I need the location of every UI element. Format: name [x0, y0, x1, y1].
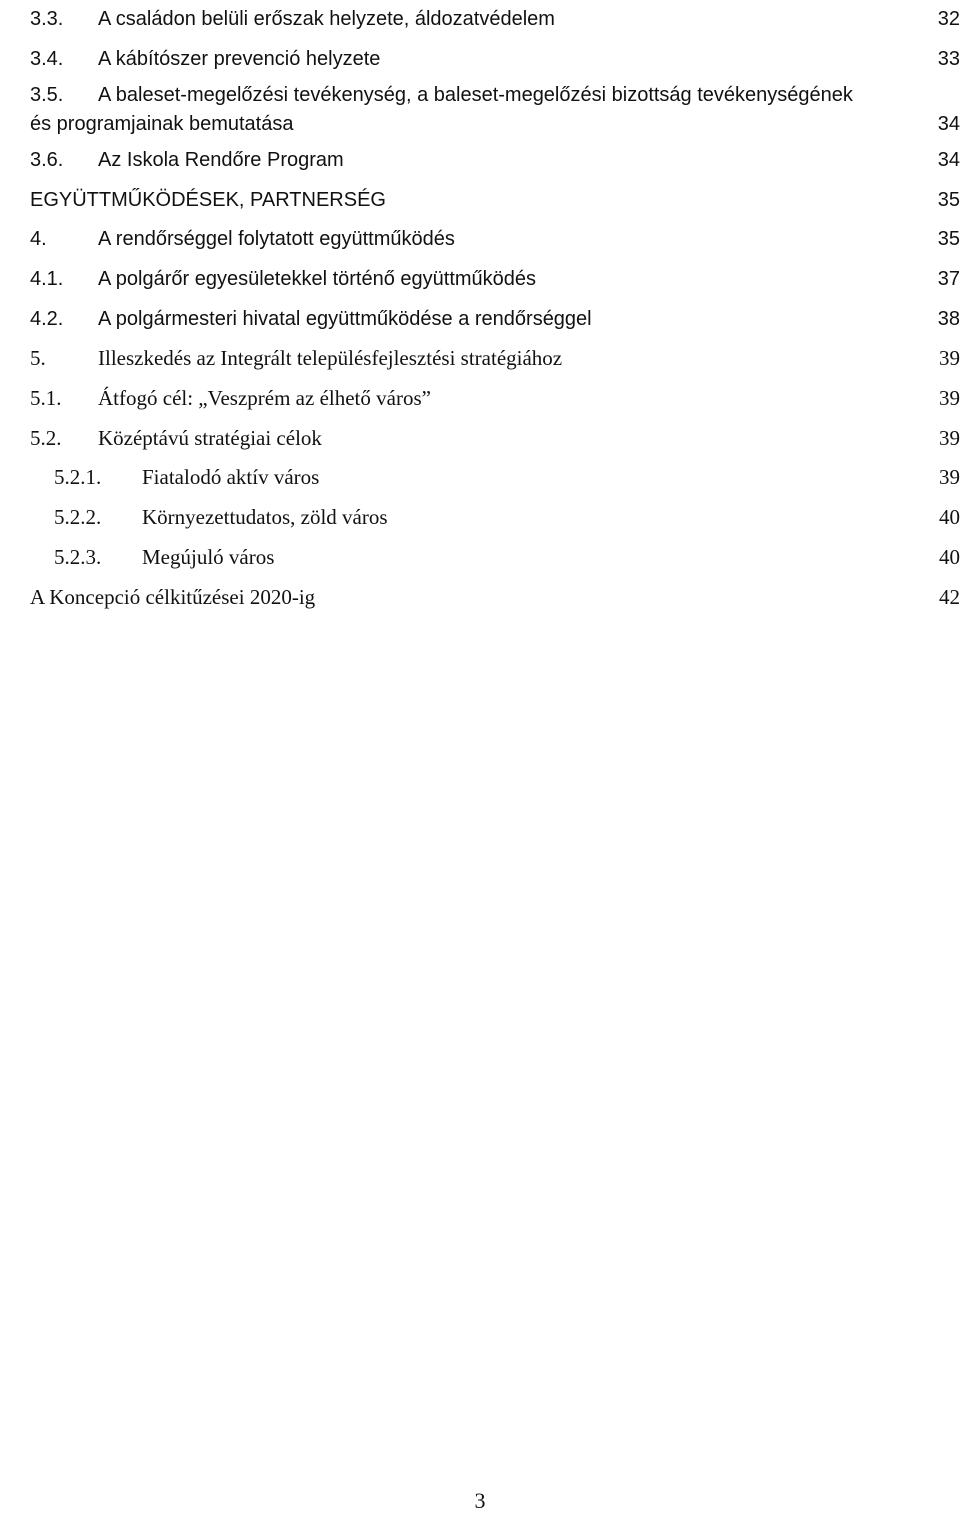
toc-entry-title: Környezettudatos, zöld város: [142, 505, 388, 530]
toc-entry-title: A polgárőr egyesületekkel történő együttműködés: [98, 268, 537, 291]
toc-entry-number: 5.1.: [30, 386, 62, 411]
toc-entry-page: 34: [937, 113, 960, 136]
toc-entry-page: 32: [937, 8, 960, 30]
toc-entry-page: 40: [939, 505, 960, 530]
toc-entry-page: 35: [937, 188, 960, 211]
toc-entry-title: Fiatalodó aktív város: [142, 465, 320, 490]
toc-entry-title: A rendőrséggel folytatott együttműködés: [98, 228, 455, 251]
toc-entry-egyuttmukodesek[interactable]: [30, 181, 960, 221]
toc-entry-page: 34: [937, 148, 960, 171]
toc-entry-4-1[interactable]: [30, 260, 960, 300]
toc-entry-title: A kábítószer prevenció helyzete: [98, 47, 381, 70]
toc-entry-page: 39: [939, 346, 960, 371]
toc-entry-title: Középtávú stratégiai célok: [98, 425, 322, 450]
toc-entry-3-4[interactable]: [30, 40, 960, 80]
toc-entry-5-2-1[interactable]: [30, 458, 960, 498]
toc-entry-title: A családon belüli erőszak helyzete, áldozatvédelem: [98, 8, 555, 30]
toc-entry-number: 5.2.1.: [54, 465, 102, 490]
toc-entry-title: A Koncepció célkitűzései 2020-ig: [30, 584, 316, 609]
toc-entry-number: 3.4.: [30, 47, 64, 70]
toc-entry-page: 33: [937, 47, 960, 70]
toc-entry-5-2-2[interactable]: [30, 498, 960, 538]
toc-entry-page: 39: [939, 465, 960, 490]
toc-entry-number: 4.2.: [30, 307, 64, 330]
toc-entry-page: 40: [939, 544, 960, 569]
toc-entry-3-6[interactable]: [30, 141, 960, 181]
toc-entry-koncepcio-celkituzesei[interactable]: [30, 578, 960, 618]
toc-entry-number: 3.6.: [30, 148, 64, 171]
toc-entry-5[interactable]: [30, 339, 960, 379]
toc-entry-page: 39: [939, 386, 960, 411]
toc-entry-number: 4.1.: [30, 268, 64, 291]
toc-entry-title: Átfogó cél: „Veszprém az élhető város”: [98, 386, 431, 411]
toc-entry-3-5-line2[interactable]: [30, 109, 960, 141]
toc-entry-number: 5.2.: [30, 425, 62, 450]
toc-entry-title: A polgármesteri hivatal együttműködése a rendőrséggel: [98, 307, 592, 330]
toc-entry-title-continued: és programjainak bemutatása: [30, 113, 294, 136]
toc-entry-4-2[interactable]: [30, 300, 960, 340]
toc-entry-number: 5.2.3.: [54, 544, 102, 569]
toc-entry-5-2-3[interactable]: [30, 538, 960, 578]
toc-entry-page: 35: [937, 228, 960, 251]
toc-entry-title: Illeszkedés az Integrált településfejlesztési stratégiához: [98, 346, 563, 371]
table-of-contents: [30, 0, 960, 617]
toc-entry-4[interactable]: [30, 220, 960, 260]
toc-entry-title: Megújuló város: [142, 544, 275, 569]
toc-entry-title: EGYÜTTMŰKÖDÉSEK, PARTNERSÉG: [30, 188, 386, 211]
toc-entry-number: 4.: [30, 228, 47, 251]
toc-entry-number: 3.5.: [30, 84, 64, 107]
toc-entry-3-3[interactable]: [30, 0, 960, 40]
toc-entry-page: 42: [939, 584, 960, 609]
toc-entry-5-1[interactable]: [30, 379, 960, 419]
toc-entry-page: 38: [937, 307, 960, 330]
toc-entry-title: Az Iskola Rendőre Program: [98, 148, 344, 171]
toc-entry-title: A baleset-megelőzési tevékenység, a baleset-megelőzési bizottság tevékenységének: [98, 84, 853, 107]
toc-entry-number: 5.2.2.: [54, 505, 102, 530]
toc-entry-page: 37: [937, 268, 960, 291]
toc-entry-number: 5.: [30, 346, 46, 371]
toc-entry-page: 39: [939, 425, 960, 450]
toc-entry-5-2[interactable]: [30, 419, 960, 459]
toc-entry-3-5-line1[interactable]: [30, 81, 960, 109]
page-number: 3: [474, 1488, 486, 1513]
toc-entry-number: 3.3.: [30, 8, 64, 30]
